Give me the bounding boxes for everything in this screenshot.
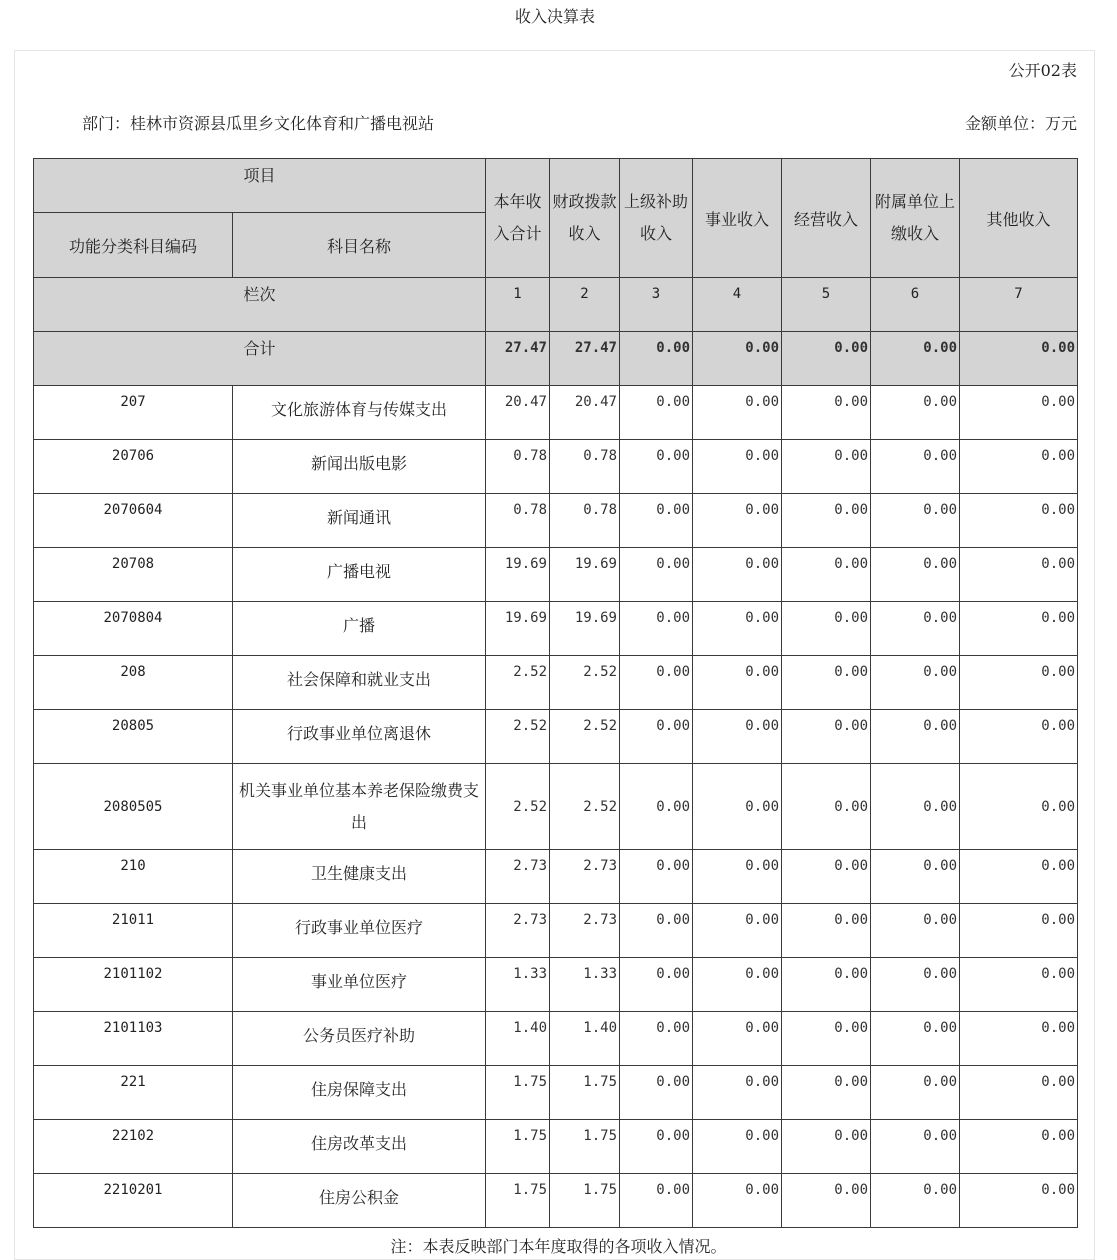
amount-cell: 0.00 bbox=[782, 958, 871, 1012]
amount-cell: 0.00 bbox=[693, 904, 782, 958]
amount-cell: 0.00 bbox=[620, 1066, 693, 1120]
amount-cell: 0.00 bbox=[960, 850, 1078, 904]
amount-cell: 0.00 bbox=[620, 494, 693, 548]
table-row bbox=[34, 656, 1078, 710]
amount-cell: 0.00 bbox=[960, 494, 1078, 548]
amount-cell: 0.00 bbox=[960, 548, 1078, 602]
amount-cell: 0.00 bbox=[693, 710, 782, 764]
column-number: 7 bbox=[960, 278, 1078, 332]
amount-cell: 0.00 bbox=[871, 1174, 960, 1228]
header-subject-name: 科目名称 bbox=[233, 213, 486, 278]
amount-cell: 0.00 bbox=[871, 602, 960, 656]
table-row bbox=[34, 548, 1078, 602]
amount-cell: 0.00 bbox=[960, 904, 1078, 958]
amount-cell: 0.00 bbox=[782, 440, 871, 494]
subject-name-cell: 新闻通讯 bbox=[233, 494, 486, 548]
amount-cell: 2.52 bbox=[550, 710, 620, 764]
amount-cell: 0.00 bbox=[693, 1012, 782, 1066]
amount-cell: 0.78 bbox=[486, 494, 550, 548]
amount-cell: 0.78 bbox=[550, 440, 620, 494]
subject-name-cell: 住房改革支出 bbox=[233, 1120, 486, 1174]
amount-cell: 2.73 bbox=[486, 904, 550, 958]
column-number-label: 栏次 bbox=[34, 278, 486, 332]
column-number: 5 bbox=[782, 278, 871, 332]
amount-cell: 2.52 bbox=[486, 656, 550, 710]
subject-name-cell: 广播电视 bbox=[233, 548, 486, 602]
amount-cell: 1.75 bbox=[550, 1174, 620, 1228]
amount-cell: 2.73 bbox=[550, 904, 620, 958]
table-row bbox=[34, 1120, 1078, 1174]
amount-cell: 0.00 bbox=[871, 494, 960, 548]
amount-cell: 0.00 bbox=[871, 656, 960, 710]
subject-name-cell: 广播 bbox=[233, 602, 486, 656]
table-row bbox=[34, 1174, 1078, 1228]
amount-cell: 1.40 bbox=[550, 1012, 620, 1066]
func-code-cell: 2070604 bbox=[34, 494, 233, 548]
amount-cell: 0.00 bbox=[620, 602, 693, 656]
amount-cell: 0.00 bbox=[960, 710, 1078, 764]
amount-cell: 0.00 bbox=[960, 386, 1078, 440]
amount-cell: 0.00 bbox=[782, 656, 871, 710]
amount-cell: 19.69 bbox=[550, 602, 620, 656]
amount-cell: 0.00 bbox=[620, 764, 693, 850]
header-col-operating: 经营收入 bbox=[782, 159, 871, 278]
total-value: 0.00 bbox=[782, 332, 871, 386]
amount-cell: 19.69 bbox=[486, 602, 550, 656]
amount-cell: 2.73 bbox=[486, 850, 550, 904]
amount-cell: 0.00 bbox=[960, 958, 1078, 1012]
department-label: 部门：桂林市资源县瓜里乡文化体育和广播电视站 bbox=[82, 114, 435, 133]
subject-name-cell: 事业单位医疗 bbox=[233, 958, 486, 1012]
header-col-business: 事业收入 bbox=[693, 159, 782, 278]
amount-cell: 0.00 bbox=[782, 386, 871, 440]
amount-cell: 1.75 bbox=[486, 1174, 550, 1228]
amount-cell: 0.00 bbox=[620, 548, 693, 602]
amount-cell: 0.00 bbox=[693, 494, 782, 548]
amount-cell: 0.00 bbox=[693, 386, 782, 440]
amount-cell: 1.33 bbox=[550, 958, 620, 1012]
table-row bbox=[34, 440, 1078, 494]
amount-cell: 0.00 bbox=[871, 710, 960, 764]
table-row bbox=[34, 386, 1078, 440]
func-code-cell: 2210201 bbox=[34, 1174, 233, 1228]
header-func-code: 功能分类科目编码 bbox=[34, 213, 233, 278]
subject-name-cell: 住房保障支出 bbox=[233, 1066, 486, 1120]
total-value: 0.00 bbox=[693, 332, 782, 386]
income-table bbox=[33, 158, 1078, 1228]
amount-cell: 2.52 bbox=[550, 656, 620, 710]
amount-cell: 0.00 bbox=[871, 958, 960, 1012]
header-col-affiliated: 附属单位上缴收入 bbox=[871, 159, 960, 278]
func-code-cell: 22102 bbox=[34, 1120, 233, 1174]
amount-cell: 1.75 bbox=[486, 1120, 550, 1174]
amount-cell: 0.00 bbox=[620, 1012, 693, 1066]
amount-cell: 0.00 bbox=[620, 1174, 693, 1228]
amount-cell: 0.00 bbox=[782, 548, 871, 602]
table-row bbox=[34, 1012, 1078, 1066]
amount-cell: 2.73 bbox=[550, 850, 620, 904]
amount-cell: 0.00 bbox=[960, 764, 1078, 850]
total-value: 0.00 bbox=[960, 332, 1078, 386]
amount-cell: 0.00 bbox=[960, 1066, 1078, 1120]
total-row bbox=[34, 332, 1078, 386]
func-code-cell: 20706 bbox=[34, 440, 233, 494]
func-code-cell: 21011 bbox=[34, 904, 233, 958]
amount-cell: 0.00 bbox=[782, 1012, 871, 1066]
func-code-cell: 20708 bbox=[34, 548, 233, 602]
amount-cell: 0.00 bbox=[782, 1174, 871, 1228]
amount-cell: 0.00 bbox=[782, 1066, 871, 1120]
func-code-cell: 221 bbox=[34, 1066, 233, 1120]
amount-cell: 20.47 bbox=[550, 386, 620, 440]
amount-cell: 0.78 bbox=[550, 494, 620, 548]
func-code-cell: 2070804 bbox=[34, 602, 233, 656]
subject-name-cell: 卫生健康支出 bbox=[233, 850, 486, 904]
amount-cell: 0.00 bbox=[620, 386, 693, 440]
total-value: 0.00 bbox=[620, 332, 693, 386]
amount-cell: 19.69 bbox=[486, 548, 550, 602]
amount-cell: 0.00 bbox=[693, 602, 782, 656]
amount-cell: 19.69 bbox=[550, 548, 620, 602]
page-title: 收入决算表 bbox=[514, 7, 595, 26]
table-row bbox=[34, 850, 1078, 904]
func-code-cell: 210 bbox=[34, 850, 233, 904]
func-code-cell: 2080505 bbox=[34, 764, 233, 850]
amount-cell: 0.00 bbox=[620, 850, 693, 904]
func-code-cell: 20805 bbox=[34, 710, 233, 764]
header-col-fiscal: 财政拨款收入 bbox=[550, 159, 620, 278]
amount-cell: 0.00 bbox=[871, 904, 960, 958]
column-number: 2 bbox=[550, 278, 620, 332]
amount-cell: 0.00 bbox=[960, 656, 1078, 710]
column-number: 6 bbox=[871, 278, 960, 332]
amount-cell: 0.00 bbox=[782, 710, 871, 764]
func-code-cell: 208 bbox=[34, 656, 233, 710]
amount-cell: 2.52 bbox=[486, 764, 550, 850]
func-code-cell: 207 bbox=[34, 386, 233, 440]
table-row bbox=[34, 1066, 1078, 1120]
table-row bbox=[34, 710, 1078, 764]
header-col-other: 其他收入 bbox=[960, 159, 1078, 278]
amount-cell: 0.00 bbox=[620, 1120, 693, 1174]
subject-name-cell: 行政事业单位离退休 bbox=[233, 710, 486, 764]
amount-cell: 1.75 bbox=[550, 1066, 620, 1120]
amount-cell: 1.75 bbox=[486, 1066, 550, 1120]
amount-cell: 1.33 bbox=[486, 958, 550, 1012]
amount-cell: 20.47 bbox=[486, 386, 550, 440]
amount-cell: 0.00 bbox=[693, 1174, 782, 1228]
amount-cell: 0.00 bbox=[693, 850, 782, 904]
amount-cell: 0.00 bbox=[782, 1120, 871, 1174]
amount-cell: 0.00 bbox=[871, 764, 960, 850]
amount-cell: 0.00 bbox=[782, 904, 871, 958]
total-value: 27.47 bbox=[486, 332, 550, 386]
amount-cell: 0.00 bbox=[693, 1120, 782, 1174]
subject-name-cell: 新闻出版电影 bbox=[233, 440, 486, 494]
amount-cell: 0.00 bbox=[693, 440, 782, 494]
table-note: 注：本表反映部门本年度取得的各项收入情况。 bbox=[390, 1237, 727, 1256]
amount-cell: 0.00 bbox=[871, 440, 960, 494]
amount-cell: 0.00 bbox=[871, 850, 960, 904]
column-number: 1 bbox=[486, 278, 550, 332]
table-row bbox=[34, 602, 1078, 656]
amount-cell: 0.00 bbox=[871, 1012, 960, 1066]
table-row bbox=[34, 958, 1078, 1012]
amount-cell: 0.00 bbox=[693, 548, 782, 602]
amount-cell: 0.00 bbox=[782, 494, 871, 548]
amount-cell: 0.00 bbox=[960, 1174, 1078, 1228]
amount-cell: 0.00 bbox=[693, 764, 782, 850]
amount-cell: 0.00 bbox=[620, 958, 693, 1012]
amount-cell: 0.00 bbox=[620, 904, 693, 958]
total-value: 0.00 bbox=[871, 332, 960, 386]
amount-cell: 0.00 bbox=[871, 1066, 960, 1120]
subject-name-cell: 文化旅游体育与传媒支出 bbox=[233, 386, 486, 440]
amount-cell: 0.00 bbox=[960, 1120, 1078, 1174]
total-value: 27.47 bbox=[550, 332, 620, 386]
amount-cell: 1.75 bbox=[550, 1120, 620, 1174]
amount-cell: 0.00 bbox=[871, 548, 960, 602]
amount-cell: 0.00 bbox=[782, 850, 871, 904]
column-number-row bbox=[34, 278, 1078, 332]
amount-cell: 0.00 bbox=[620, 710, 693, 764]
amount-cell: 2.52 bbox=[486, 710, 550, 764]
total-label: 合计 bbox=[34, 332, 486, 386]
subject-name-cell: 社会保障和就业支出 bbox=[233, 656, 486, 710]
table-row bbox=[34, 904, 1078, 958]
func-code-cell: 2101103 bbox=[34, 1012, 233, 1066]
amount-cell: 0.00 bbox=[782, 764, 871, 850]
table-code: 公开02表 bbox=[1008, 61, 1077, 80]
subject-name-cell: 住房公积金 bbox=[233, 1174, 486, 1228]
amount-cell: 0.00 bbox=[871, 1120, 960, 1174]
table-row bbox=[34, 764, 1078, 850]
table-row bbox=[34, 494, 1078, 548]
subject-name-cell: 公务员医疗补助 bbox=[233, 1012, 486, 1066]
amount-cell: 1.40 bbox=[486, 1012, 550, 1066]
column-number: 4 bbox=[693, 278, 782, 332]
amount-cell: 0.00 bbox=[871, 386, 960, 440]
subject-name-cell: 行政事业单位医疗 bbox=[233, 904, 486, 958]
func-code-cell: 2101102 bbox=[34, 958, 233, 1012]
column-number: 3 bbox=[620, 278, 693, 332]
amount-cell: 0.00 bbox=[620, 656, 693, 710]
amount-cell: 0.00 bbox=[960, 440, 1078, 494]
amount-cell: 0.00 bbox=[782, 602, 871, 656]
header-item: 项目 bbox=[34, 159, 486, 213]
amount-cell: 2.52 bbox=[550, 764, 620, 850]
subject-name-cell: 机关事业单位基本养老保险缴费支出 bbox=[233, 764, 486, 850]
header-row-1 bbox=[34, 159, 1078, 213]
header-col-total: 本年收入合计 bbox=[486, 159, 550, 278]
amount-cell: 0.00 bbox=[960, 602, 1078, 656]
amount-cell: 0.00 bbox=[693, 1066, 782, 1120]
amount-cell: 0.00 bbox=[620, 440, 693, 494]
amount-cell: 0.00 bbox=[960, 1012, 1078, 1066]
amount-cell: 0.00 bbox=[693, 958, 782, 1012]
amount-cell: 0.78 bbox=[486, 440, 550, 494]
header-col-superior: 上级补助收入 bbox=[620, 159, 693, 278]
amount-cell: 0.00 bbox=[693, 656, 782, 710]
unit-label: 金额单位：万元 bbox=[964, 114, 1077, 133]
